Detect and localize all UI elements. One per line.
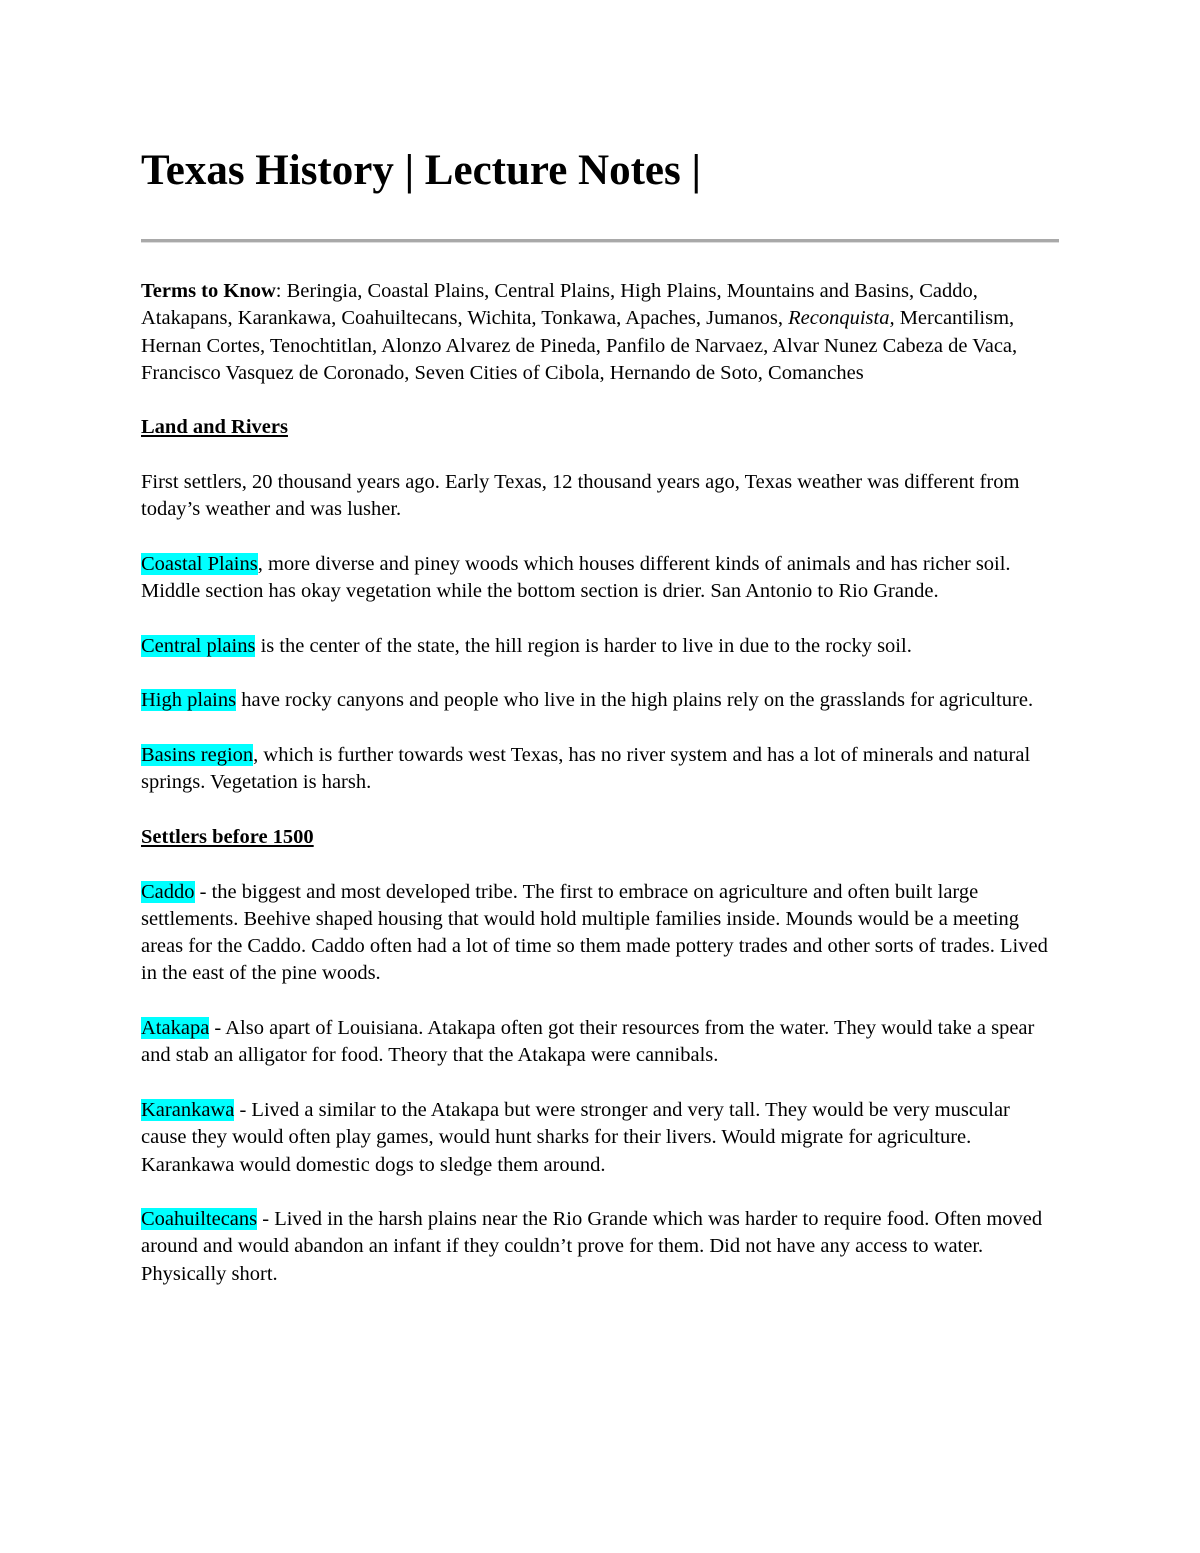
title-divider <box>141 239 1059 243</box>
highlighted-term: Caddo <box>141 880 195 903</box>
settler-item-karankawa <box>141 1097 1059 1179</box>
settler-item-text: - Lived a similar to the Atakapa but were stronger and very tall. They would be very muscular cause they would often play games, would hunt sharks for their livers. Would migrate for agriculture. Karankawa would domestic dogs to sledge them around. <box>141 1098 1010 1176</box>
settler-item-atakapa <box>141 1015 1059 1070</box>
terms-tail: Mercantilism, Hernan Cortes, Tenochtitlan, Alonzo Alvarez de Pineda, Panfilo de Narvaez, Alvar Nunez Cabeza de Vaca, Francisco Vasquez de Coronado, Seven Cities of Cibola, Hernando de Soto, Comanches <box>141 307 1018 384</box>
settler-item-text: - the biggest and most developed tribe. The first to embrace on agriculture and often built large settlements. Beehive shaped housing that would hold multiple families inside. Mounds would be a meeting areas for the Caddo. Caddo often had a lot of time so them made pottery trades and other sorts of trades. Lived in the east of the pine woods. <box>141 880 1048 985</box>
land-intro: First settlers, 20 thousand years ago. Early Texas, 12 thousand years ago, Texas weather was different from today’s weather and was lusher. <box>141 471 1020 521</box>
land-item-basins <box>141 742 1059 797</box>
land-item-text: is the center of the state, the hill region is harder to live in due to the rocky soil. <box>255 634 912 657</box>
terms-italic: Reconquista, <box>788 307 895 330</box>
highlighted-term: Atakapa <box>141 1017 210 1040</box>
highlighted-term: Basins region <box>141 744 254 767</box>
settler-item-caddo <box>141 879 1059 988</box>
highlighted-term: Coastal Plains <box>141 552 258 575</box>
section-heading-land: Land and Rivers <box>141 416 288 439</box>
highlighted-term: High plains <box>141 689 237 712</box>
highlighted-term: Central plains <box>141 634 256 657</box>
land-item-high <box>141 687 1059 714</box>
terms-lead: : Beringia, Coastal Plains, Central Plains, High Plains, Mountains and Basins, Caddo, Atakapans, Karankawa, Coahuiltecans, Wichita, Tonkawa, Apaches, Jumanos, <box>141 280 978 330</box>
highlighted-term: Coahuiltecans <box>141 1208 258 1231</box>
page-title: Texas History | Lecture Notes | <box>141 147 701 194</box>
section-heading-settlers: Settlers before 1500 <box>141 825 314 848</box>
land-item-coastal <box>141 551 1059 606</box>
land-item-text: have rocky canyons and people who live in the high plains rely on the grasslands for agriculture. <box>236 689 1034 712</box>
land-item-text: , which is further towards west Texas, has no river system and has a lot of minerals and natural springs. Vegetation is harsh. <box>141 744 1031 794</box>
settler-item-text: - Also apart of Louisiana. Atakapa often got their resources from the water. They would take a spear and stab an alligator for food. Theory that the Atakapa were cannibals. <box>141 1017 1035 1067</box>
settler-item-coahuiltecans <box>141 1206 1059 1288</box>
highlighted-term: Karankawa <box>141 1098 235 1121</box>
document-body <box>141 278 1059 1315</box>
terms-paragraph <box>141 278 1059 387</box>
land-item-central <box>141 633 1059 660</box>
land-item-text: , more diverse and piney woods which houses different kinds of animals and has richer soil. Middle section has okay vegetation while the bottom section is drier. San Antonio to Rio Grande. <box>141 552 1011 603</box>
settler-item-text: - Lived in the harsh plains near the Rio Grande which was harder to require food. Often moved around and would abandon an infant if they couldn’t prove for them. Did not have any access to water. Physically short. <box>141 1208 1043 1285</box>
terms-label: Terms to Know <box>141 280 276 302</box>
